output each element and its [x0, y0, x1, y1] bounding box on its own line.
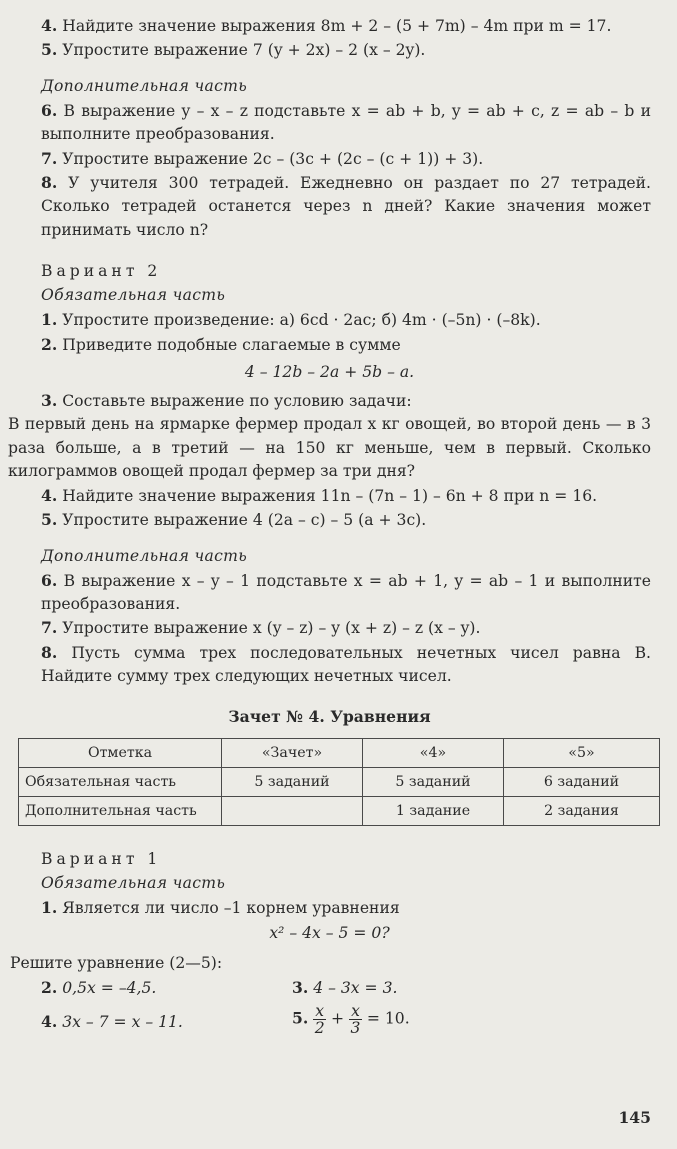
table-header-cell: «Зачет» — [222, 738, 363, 767]
v2-task-3-text: В первый день на ярмарке фермер продал x кг овощей, во второй день — в 3 раза больше, а в третий — на 150 кг меньше, чем в первый. Сколько килограммов овощей продал фермер за три дня? — [8, 415, 651, 481]
v1-task-4: 4. Найдите значение выражения 8m + 2 – (5 + 7m) – 4m при m = 17. — [41, 16, 612, 35]
table-cell: 2 задания — [504, 796, 660, 825]
v1b-tasks-row-1 — [8, 975, 651, 1001]
v1-task-5: 5. Упростите выражение 7 (y + 2x) – 2 (x – 2y). — [41, 40, 426, 60]
table-cell — [222, 796, 363, 825]
v2-task-8: 8. Пусть сумма трех последовательных нечетных чисел равна B. Найдите сумму трех следующих нечетных чисел. — [41, 642, 651, 686]
v1b-task-5: 5. $\frac{x}{2}$ + $\frac{x}{3}$ = 10. — [292, 1002, 410, 1038]
v1b-task-1-expression: x² – 4x – 5 = 0? — [269, 923, 390, 942]
v1-task-8: 8. У учителя 300 тетрадей. Ежедневно он раздает по 27 тетрадей. Сколько тетрадей останется через n дней? Какие значения может принимать число n? — [41, 173, 651, 239]
v1b-task-3: 3. 4 – 3x = 3. — [292, 978, 398, 998]
v2-task-4: 4. Найдите значение выражения 11n – (7n – 1) – 6n + 8 при n = 16. — [41, 485, 598, 505]
table-cell: 1 задание — [363, 796, 504, 825]
v2-extra-heading: Дополнительная часть — [41, 546, 248, 565]
fraction-x-over-3: $\frac{x}{3}$ — [350, 1002, 361, 1038]
table-header-row — [19, 738, 660, 767]
table-row — [19, 796, 660, 825]
page-number: 145 — [618, 1108, 651, 1127]
table-cell: 5 заданий — [363, 767, 504, 796]
table-header-cell: «4» — [363, 738, 504, 767]
table-row — [19, 767, 660, 796]
v1b-task-2: 2. 0,5x = –4,5. — [41, 978, 157, 998]
v1b-solve-heading: Решите уравнение (2—5): — [10, 953, 223, 972]
v2-task-3: 3. Составьте выражение по условию задачи: — [41, 391, 412, 411]
v1b-title: Вариант 1 — [41, 849, 162, 868]
table-header-cell: Отметка — [19, 738, 222, 767]
table-header-cell: «5» — [504, 738, 660, 767]
table-cell: 5 заданий — [222, 767, 363, 796]
v2-task-2: 2. Приведите подобные слагаемые в сумме — [41, 334, 401, 354]
v2-mandatory-heading: Обязательная часть — [41, 286, 226, 305]
v1-extra-heading: Дополнительная часть — [41, 76, 248, 95]
table-cell: 6 заданий — [504, 767, 660, 796]
v1b-mandatory-heading: Обязательная часть — [41, 873, 226, 892]
v2-task-1: 1. Упростите произведение: а) 6cd · 2ac; б) 4m · (–5n) · (–8k). — [41, 310, 541, 330]
table-cell: Обязательная часть — [19, 767, 222, 796]
table-cell: Дополнительная часть — [19, 796, 222, 825]
v2-title: Вариант 2 — [41, 262, 162, 281]
v2-task-6: 6. В выражение x – y – 1 подставьте x = ab + 1, y = ab – 1 и выполните преобразования. — [41, 570, 651, 613]
v1b-task-1: 1. Является ли число –1 корнем уравнения — [41, 897, 400, 917]
v1b-task-4: 4. 3x – 7 = x – 11. — [41, 1012, 183, 1032]
v1-task-7: 7. Упростите выражение 2c – (3c + (2c – (c + 1)) + 3). — [41, 148, 484, 168]
grading-table — [18, 738, 660, 826]
v2-task-2-expression: 4 – 12b – 2a + 5b – a. — [244, 363, 415, 382]
v1-task-6: 6. В выражение y – x – z подставьте x = ab + b, y = ab + c, z = ab – b и выполните преобразования. — [41, 100, 651, 144]
v2-task-7: 7. Упростите выражение x (y – z) – y (x + z) – z (x – y). — [41, 618, 481, 638]
v1b-tasks-row-2 — [8, 1003, 651, 1036]
fraction-x-over-2: $\frac{x}{2}$ — [314, 1002, 325, 1038]
v2-task-5: 5. Упростите выражение 4 (2a – c) – 5 (a + 3c). — [41, 510, 427, 530]
zachet-title: Зачет № 4. Уравнения — [228, 706, 431, 726]
